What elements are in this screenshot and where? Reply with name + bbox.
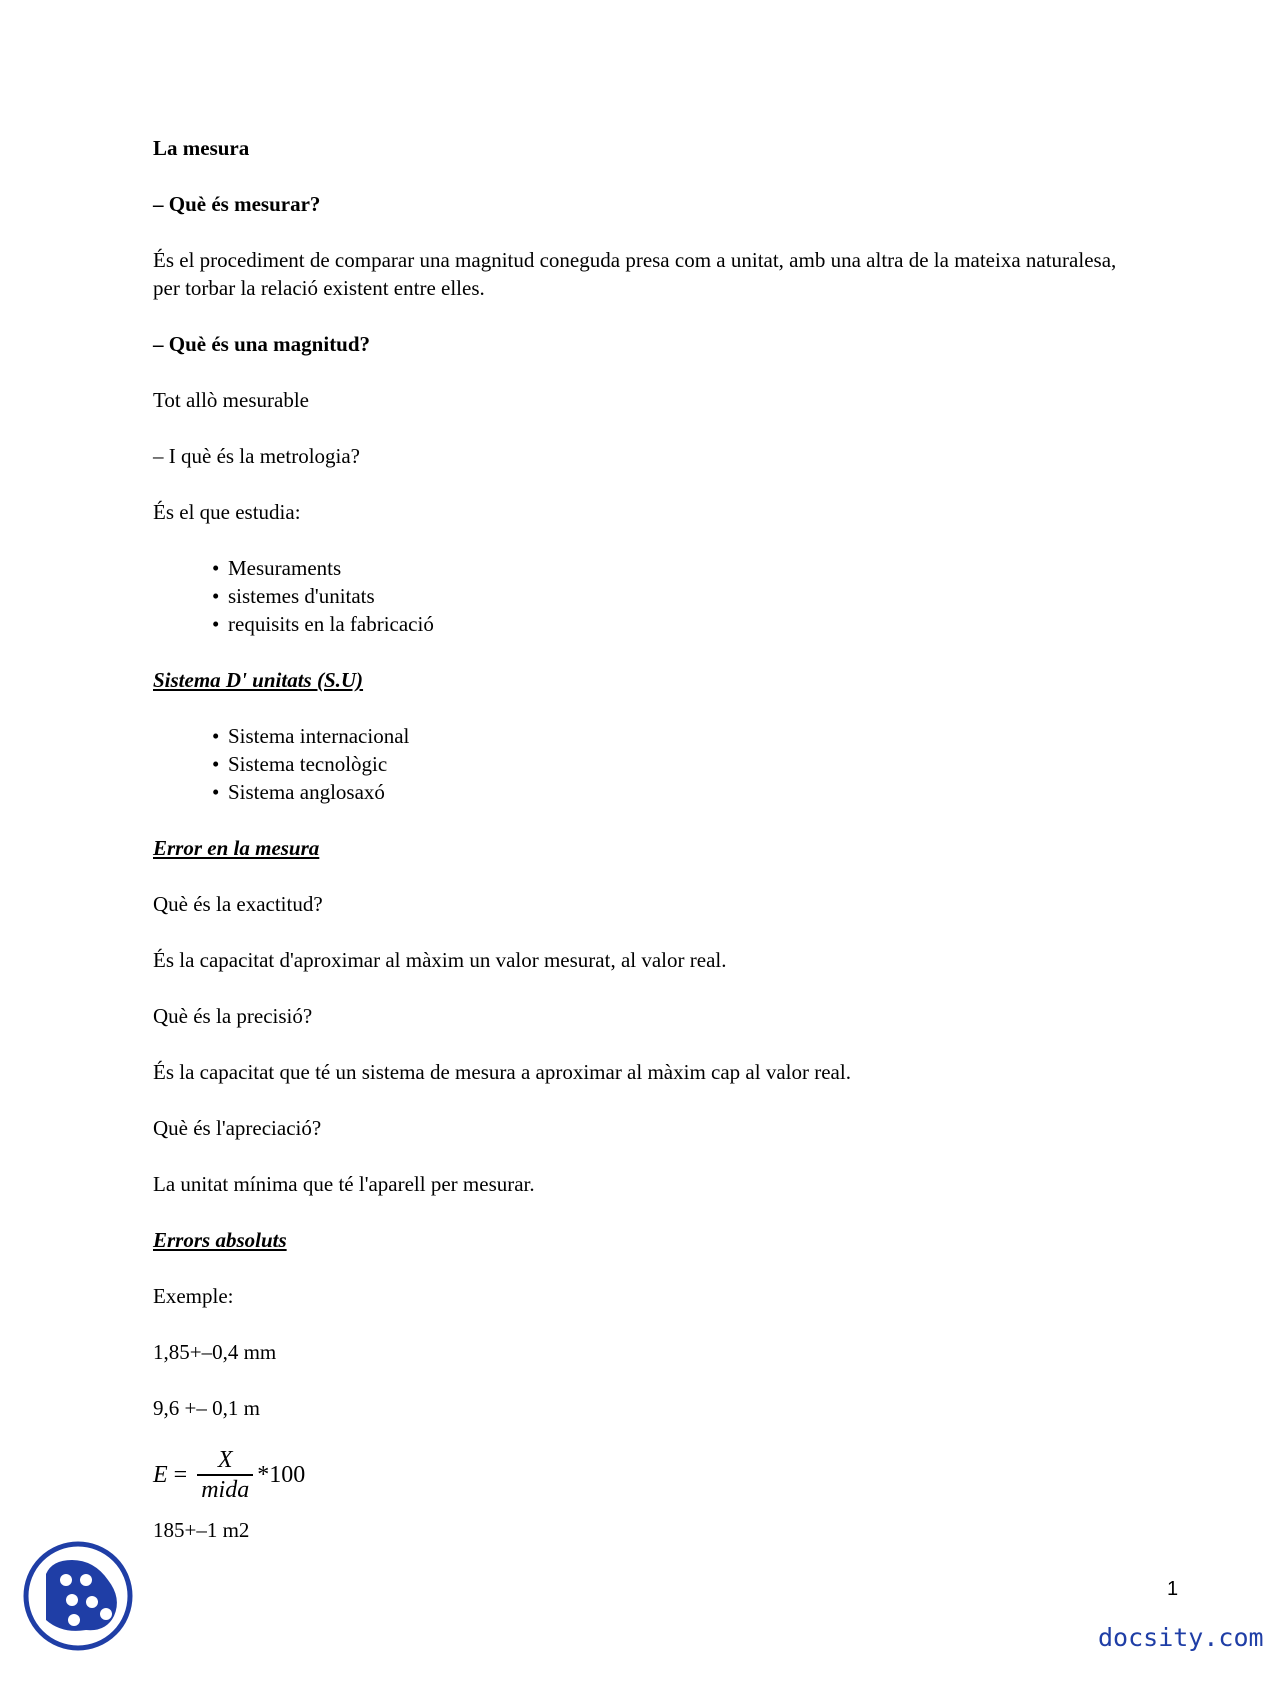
page-number: 1	[1167, 1578, 1179, 1600]
document-title: La mesura	[153, 136, 250, 160]
bullet-icon: •	[212, 752, 220, 776]
bullet-icon: •	[212, 556, 220, 580]
list-item-label: requisits en la fabricació	[228, 612, 434, 636]
formula-rhs: *100	[257, 1461, 306, 1488]
question-heading: – Què és mesurar?	[153, 192, 321, 216]
formula-numerator: X	[217, 1447, 233, 1473]
bullet-icon: •	[212, 780, 220, 804]
example-value: 185+–1 m2	[153, 1518, 250, 1542]
example-value: 9,6 +– 0,1 m	[153, 1396, 260, 1420]
list-item	[212, 724, 409, 748]
question: Què és la precisió?	[153, 1004, 313, 1028]
list-item	[212, 556, 341, 580]
list-item	[212, 584, 375, 608]
formula-denominator: mida	[201, 1477, 250, 1503]
docsity-logo-icon[interactable]	[22, 1540, 134, 1652]
section-heading: Errors absoluts	[153, 1228, 287, 1252]
example-value: 1,85+–0,4 mm	[153, 1340, 277, 1364]
error-formula	[153, 1440, 305, 1510]
question: Què és l'apreciació?	[153, 1116, 322, 1140]
question: – I què és la metrologia?	[153, 444, 361, 468]
list-item-label: Sistema internacional	[228, 724, 410, 748]
paragraph: És la capacitat que té un sistema de mesura a aproximar al màxim cap al valor real.	[153, 1060, 851, 1084]
list-item-label: Sistema tecnològic	[228, 752, 388, 776]
list-item	[212, 780, 385, 804]
paragraph: Tot allò mesurable	[153, 388, 309, 412]
brand-link[interactable]: docsity.com	[1098, 1623, 1264, 1652]
section-heading: Sistema D' unitats (S.U)	[153, 668, 364, 692]
formula-equals: =	[167, 1461, 194, 1488]
paragraph: Exemple:	[153, 1284, 234, 1308]
bullet-icon: •	[212, 612, 220, 636]
formula-lhs: E	[153, 1461, 168, 1488]
section-heading: Error en la mesura	[153, 836, 320, 860]
list-item	[212, 752, 387, 776]
paragraph: La unitat mínima que té l'aparell per mesurar.	[153, 1172, 535, 1196]
paragraph: És el procediment de comparar una magnitud coneguda presa com a unitat, amb una altra de la mateixa naturalesa, per torbar la relació existent entre elles.	[153, 248, 1117, 300]
question: Què és la exactitud?	[153, 892, 323, 916]
list-item	[212, 612, 434, 636]
question-heading: – Què és una magnitud?	[153, 332, 371, 356]
list-item-label: Sistema anglosaxó	[228, 780, 385, 804]
bullet-icon: •	[212, 584, 220, 608]
paragraph: És el que estudia:	[153, 500, 301, 524]
paragraph: És la capacitat d'aproximar al màxim un valor mesurat, al valor real.	[153, 948, 727, 972]
list-item-label: sistemes d'unitats	[228, 584, 375, 608]
formula-fraction	[197, 1446, 253, 1504]
bullet-icon: •	[212, 724, 220, 748]
list-item-label: Mesuraments	[228, 556, 342, 580]
